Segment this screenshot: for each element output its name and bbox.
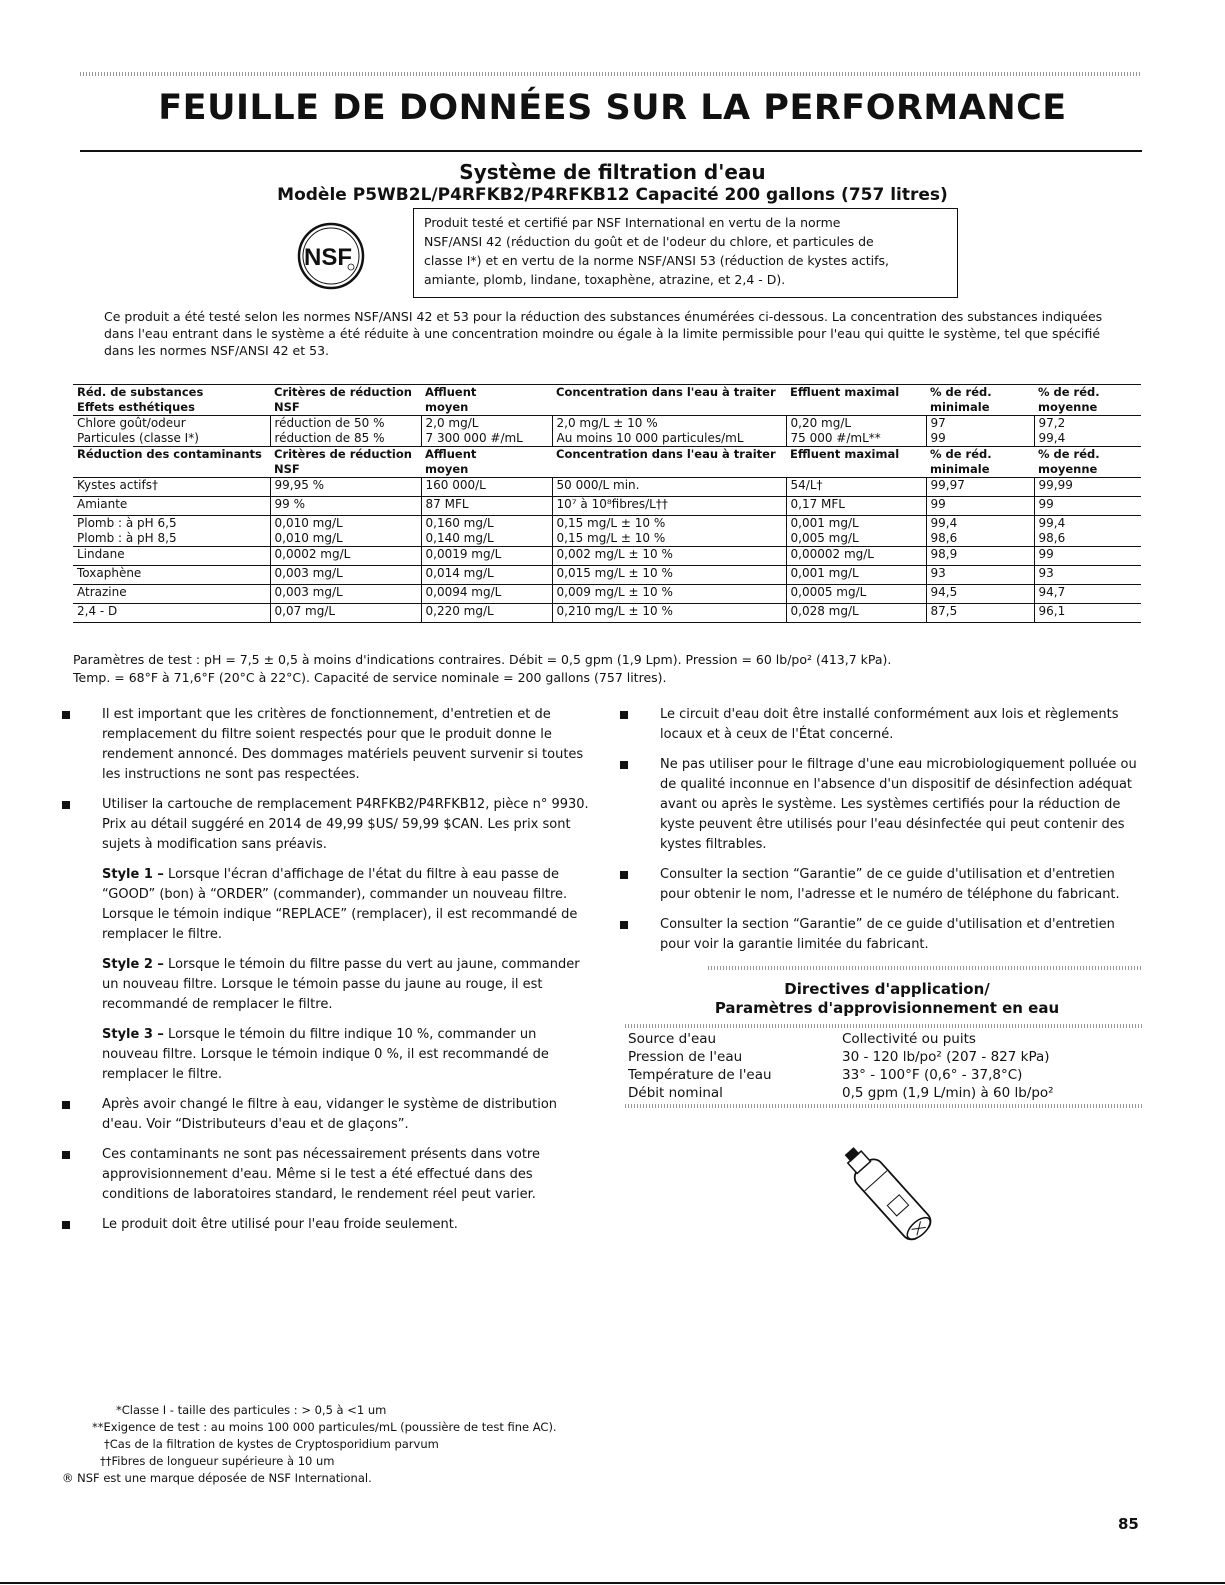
table-cell: 0,0005 mg/L xyxy=(786,585,926,604)
test-parameters xyxy=(73,651,1143,687)
directives-row: Température de l'eau 33° - 100°F (0,6° - 37,8°C) xyxy=(628,1067,1023,1083)
directives-top-rule xyxy=(708,966,1142,970)
intro-line: dans les normes NSF/ANSI 42 et 53. xyxy=(104,343,329,358)
bullet-square-icon xyxy=(620,871,628,879)
bullet-item: Il est important que les critères de fonctionnement, d'entretien et de remplacement du filtre soient respectés pour que le produit donne le rendement annoncé. Des dommages matériels peuvent survenir si toutes les instructions ne sont pas respectées. xyxy=(62,705,592,785)
bullet-item: Consulter la section “Garantie” de ce guide d'utilisation et d'entretien pour voir la garantie limitée du fabricant. xyxy=(620,915,1145,955)
filter-cartridge-illustration xyxy=(830,1135,950,1255)
table-cell: Effluent maximal xyxy=(790,385,900,399)
test-param-line: Temp. = 68°F à 71,6°F (20°C à 22°C). Capacité de service nominale = 200 gallons (757 litres). xyxy=(73,670,667,685)
table-cell: 0,220 mg/L xyxy=(421,604,552,623)
bullet-square-icon xyxy=(620,761,628,769)
table-cell: 99,4 98,6 xyxy=(1034,516,1141,547)
table-cell: 0,001 mg/L 0,005 mg/L xyxy=(786,516,926,547)
bottom-rule xyxy=(0,1582,1225,1584)
directives-title: Directives d'application/ xyxy=(784,980,990,998)
certification-box xyxy=(413,208,958,298)
bullet-square-icon xyxy=(62,1101,70,1109)
table-cell: Réd. de substances Effets esthétiques xyxy=(77,385,204,414)
table-cell: 94,7 xyxy=(1034,585,1141,604)
cert-line: amiante, plomb, lindane, toxaphène, atrazine, et 2,4 - D). xyxy=(424,272,786,287)
cert-line: classe I*) et en vertu de la norme NSF/ANSI 53 (réduction de kystes actifs, xyxy=(424,253,890,268)
intro-line: Ce produit a été testé selon les normes NSF/ANSI 42 et 53 pour la réduction des substances énumérées ci-dessous. La concentration des substances indiquées xyxy=(104,309,1103,324)
table-cell: 0,210 mg/L ± 10 % xyxy=(552,604,786,623)
table-cell: réduction de 50 % réduction de 85 % xyxy=(270,416,421,447)
table-cell: 50 000/L min. xyxy=(552,478,786,497)
table-cell: 94,5 xyxy=(926,585,1034,604)
bullet-square-icon xyxy=(62,801,70,809)
performance-table xyxy=(73,384,1141,623)
right-column xyxy=(620,705,1145,965)
bullet-item: Après avoir changé le filtre à eau, vidanger le système de distribution d'eau. Voir “Distributeurs d'eau et de glaçons”. xyxy=(62,1095,592,1135)
table-cell: 0,160 mg/L 0,140 mg/L xyxy=(421,516,552,547)
footnote: *Classe I - taille des particules : > 0,5 à <1 um xyxy=(116,1403,387,1417)
directives-table xyxy=(628,1030,1138,1102)
table-row xyxy=(73,585,1141,604)
intro-paragraph xyxy=(104,308,1144,359)
intro-line: dans l'eau entrant dans le système a été réduite à une concentration moindre ou égale à la limite permissible pour l'eau qui quitte le système, tel que spécifié xyxy=(104,326,1101,341)
table-row xyxy=(73,566,1141,585)
table-cell: Chlore goût/odeur Particules (classe I*) xyxy=(77,416,199,445)
test-param-line: Paramètres de test : pH = 7,5 ± 0,5 à moins d'indications contraires. Débit = 0,5 gpm (1,9 Lpm). Pression = 60 lb/po² (413,7 kPa). xyxy=(73,652,892,667)
table-cell: Lindane xyxy=(77,547,125,561)
page-number: 85 xyxy=(1118,1515,1139,1533)
table-header-contaminants xyxy=(73,447,1141,478)
table-cell: Toxaphène xyxy=(77,566,142,580)
table-cell: Affluent moyen xyxy=(425,385,477,414)
table-cell: 93 xyxy=(926,566,1034,585)
table-cell: 2,0 mg/L ± 10 % Au moins 10 000 particules/mL xyxy=(552,416,786,447)
table-cell: 99,97 xyxy=(926,478,1034,497)
table-cell: 0,0019 mg/L xyxy=(421,547,552,566)
bullet-square-icon xyxy=(620,711,628,719)
table-cell: 2,0 mg/L 7 300 000 #/mL xyxy=(421,416,552,447)
table-cell: % de réd. minimale xyxy=(930,447,992,476)
bullet-item: Consulter la section “Garantie” de ce guide d'utilisation et d'entretien pour obtenir le nom, l'adresse et le numéro de téléphone du fabricant. xyxy=(620,865,1145,905)
table-cell: Kystes actifs† xyxy=(77,478,158,492)
page-title: FEUILLE DE DONNÉES SUR LA PERFORMANCE xyxy=(158,88,1067,128)
table-cell: 0,15 mg/L ± 10 % 0,15 mg/L ± 10 % xyxy=(552,516,786,547)
bullet-item: Le circuit d'eau doit être installé conformément aux lois et règlements locaux et à ceux de l'État concerné. xyxy=(620,705,1145,745)
table-cell: 0,001 mg/L xyxy=(786,566,926,585)
table-row xyxy=(73,478,1141,497)
table-row xyxy=(73,416,1141,447)
cert-line: NSF/ANSI 42 (réduction du goût et de l'odeur du chlore, et particules de xyxy=(424,234,874,249)
table-row xyxy=(73,497,1141,516)
table-cell: 0,009 mg/L ± 10 % xyxy=(552,585,786,604)
left-column xyxy=(62,705,592,1245)
footnote: †Cas de la filtration de kystes de Cryptosporidium parvum xyxy=(104,1437,439,1451)
bullet-square-icon xyxy=(62,1221,70,1229)
table-cell: 0,00002 mg/L xyxy=(786,547,926,566)
title-rule xyxy=(80,150,1142,152)
table-cell: Affluent moyen xyxy=(425,447,477,476)
subtitle: Système de filtration d'eau xyxy=(459,160,766,184)
table-cell: 99,4 98,6 xyxy=(926,516,1034,547)
footnotes xyxy=(62,1402,762,1487)
style-2-paragraph: Style 2 – Lorsque le témoin du filtre passe du vert au jaune, commander un nouveau filtre. Lorsque le témoin passe du jaune au rouge, il est recommandé de remplacer le filtre. xyxy=(102,957,580,1012)
directives-row: Pression de l'eau 30 - 120 lb/po² (207 - 827 kPa) xyxy=(628,1049,1050,1065)
table-cell: 10⁷ à 10⁸fibres/L†† xyxy=(552,497,786,516)
table-cell: 160 000/L xyxy=(421,478,552,497)
top-dotted-rule xyxy=(80,72,1142,76)
directives-bottom-rule xyxy=(625,1104,1142,1108)
table-cell: % de réd. moyenne xyxy=(1038,447,1100,476)
table-cell: 98,9 xyxy=(926,547,1034,566)
table-cell: Concentration dans l'eau à traiter xyxy=(556,447,776,461)
model-line: Modèle P5WB2L/P4RFKB2/P4RFKB12 Capacité 200 gallons (757 litres) xyxy=(277,185,948,205)
directives-row: Source d'eau Collectivité ou puits xyxy=(628,1031,976,1047)
table-cell: 0,003 mg/L xyxy=(270,585,421,604)
table-cell: 2,4 - D xyxy=(77,604,118,618)
table-cell: 0,003 mg/L xyxy=(270,566,421,585)
table-cell: 87 MFL xyxy=(421,497,552,516)
table-cell: Plomb : à pH 6,5 Plomb : à pH 8,5 xyxy=(77,516,177,545)
nsf-logo-icon xyxy=(297,222,365,290)
table-cell: 99,99 xyxy=(1034,478,1141,497)
table-cell: 0,002 mg/L ± 10 % xyxy=(552,547,786,566)
table-cell: Amiante xyxy=(77,497,128,511)
table-cell: Atrazine xyxy=(77,585,127,599)
table-cell: 97,2 99,4 xyxy=(1034,416,1141,447)
bullet-item: Le produit doit être utilisé pour l'eau froide seulement. xyxy=(62,1215,592,1235)
table-cell: 99 % xyxy=(270,497,421,516)
table-cell: 0,0094 mg/L xyxy=(421,585,552,604)
table-cell: 0,17 MFL xyxy=(786,497,926,516)
table-cell: 97 99 xyxy=(926,416,1034,447)
table-row xyxy=(73,604,1141,623)
table-cell: % de réd. minimale xyxy=(930,385,992,414)
table-cell: Critères de réduction NSF xyxy=(274,385,412,414)
bullet-square-icon xyxy=(620,921,628,929)
table-cell: 99 xyxy=(1034,547,1141,566)
table-cell: 87,5 xyxy=(926,604,1034,623)
footnote: ††Fibres de longueur supérieure à 10 um xyxy=(100,1454,335,1468)
directives-rule xyxy=(625,1024,1142,1028)
table-cell: 0,014 mg/L xyxy=(421,566,552,585)
bullet-square-icon xyxy=(62,711,70,719)
bullet-item: Ne pas utiliser pour le filtrage d'une eau microbiologiquement polluée ou de qualité inconnue en l'absence d'un dispositif de désinfection adéquat avant ou après le système. Les systèmes certifiés pour la réduction de kyste peuvent être utilisés pour l'eau désinfectée qui peut contenir des kystes filtrables. xyxy=(620,755,1145,855)
table-header-aesthetic xyxy=(73,385,1141,416)
table-cell: Effluent maximal xyxy=(790,447,900,461)
table-row xyxy=(73,547,1141,566)
nsf-logo-text: NSF xyxy=(304,244,352,271)
table-cell: 0,010 mg/L 0,010 mg/L xyxy=(270,516,421,547)
table-cell: 54/L† xyxy=(786,478,926,497)
table-cell: Critères de réduction NSF xyxy=(274,447,412,476)
table-cell: % de réd. moyenne xyxy=(1038,385,1100,414)
bullet-square-icon xyxy=(62,1151,70,1159)
table-cell: 0,015 mg/L ± 10 % xyxy=(552,566,786,585)
table-cell: 0,20 mg/L 75 000 #/mL** xyxy=(786,416,926,447)
table-cell: 0,0002 mg/L xyxy=(270,547,421,566)
style-3-paragraph: Style 3 – Lorsque le témoin du filtre indique 10 %, commander un nouveau filtre. Lorsque le témoin indique 0 %, il est recommandé de remplacer le filtre. xyxy=(102,1027,549,1082)
table-cell: 0,028 mg/L xyxy=(786,604,926,623)
table-cell: 99 xyxy=(1034,497,1141,516)
footnote: **Exigence de test : au moins 100 000 particules/mL (poussière de test fine AC). xyxy=(92,1420,557,1434)
style-1-paragraph: Style 1 – Lorsque l'écran d'affichage de l'état du filtre à eau passe de “GOOD” (bon) à “ORDER” (commander), commander un nouveau filtre. Lorsque le témoin indique “REPLACE” (remplacer), il est recommandé de remplacer le filtre. xyxy=(102,867,578,942)
table-cell: Concentration dans l'eau à traiter xyxy=(556,385,776,399)
table-cell: 99,95 % xyxy=(270,478,421,497)
table-cell: 93 xyxy=(1034,566,1141,585)
table-cell: 99 xyxy=(926,497,1034,516)
bullet-item: Utiliser la cartouche de remplacement P4RFKB2/P4RFKB12, pièce n° 9930. Prix au détail suggéré en 2014 de 49,99 $US/ 59,99 $CAN. Les prix sont sujets à modification sans préavis. xyxy=(62,795,592,855)
table-row xyxy=(73,516,1141,547)
directives-subtitle: Paramètres d'approvisionnement en eau xyxy=(714,999,1060,1017)
table-cell: Réduction des contaminants xyxy=(77,447,262,461)
footnote: ® NSF est une marque déposée de NSF International. xyxy=(62,1471,372,1485)
bullet-item: Ces contaminants ne sont pas nécessairement présents dans votre approvisionnement d'eau. Même si le test a été effectué dans des conditions de laboratoires standard, le rendement réel peut varier. xyxy=(62,1145,592,1205)
table-cell: 96,1 xyxy=(1034,604,1141,623)
directives-row: Débit nominal 0,5 gpm (1,9 L/min) à 60 lb/po² xyxy=(628,1085,1054,1101)
cert-line: Produit testé et certifié par NSF International en vertu de la norme xyxy=(424,215,841,230)
table-cell: 0,07 mg/L xyxy=(270,604,421,623)
